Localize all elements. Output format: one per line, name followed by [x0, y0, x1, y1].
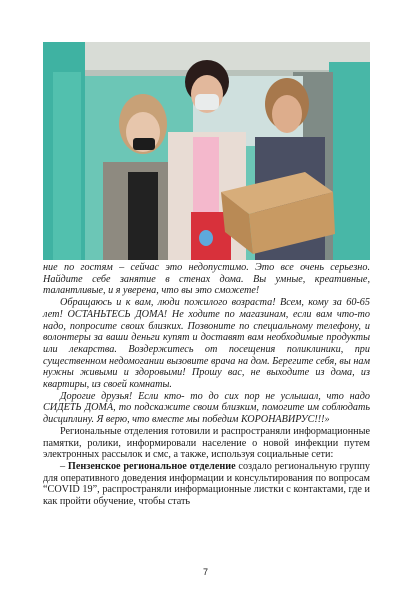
paragraph-5-rest: создало региональную группу для оперативного доведения информации и консультирования по вопросам “COVID 19”, распространяли информационные листки с контактами, где и как пройти обучение, чтобы стать: [43, 460, 370, 508]
paragraph-5: [43, 461, 370, 508]
page-number: 7: [202, 567, 208, 577]
paragraph-4: Региональные отделения готовили и распространяли информационные памятки, ролики, информировали население о новой инфекции путем электронных рассылок и смс, а также, используя социальные сети:: [43, 425, 370, 461]
paragraph-1: ние по гостям – сейчас это недопустимо. Это все очень серьезно. Найдите себе занятие в стенах дома. Вы умные, креативные, талантливые, и я уверена, что вы это сможете!: [43, 262, 370, 297]
dash: –: [60, 460, 68, 472]
paragraph-2: Обращаюсь и к вам, люди пожилого возраста! Всем, кому за 60-65 лет! ОСТАНЬТЕСЬ ДОМА! Не ходите по магазинам, если вам что-то надо, попросите своих близких. Позвоните по специальному телефону, и волонтеры за ваши деньги купят и доставят вам необходимые продукты или лекарства. Воздержитесь от посещения поликлиники, при существенном недомогании вызовите врача на дом. Берегите себя, вы нам нужны живыми и здоровыми! Прошу вас, не выходите из дома, из квартиры, из своей комнаты.: [43, 297, 370, 391]
paragraph-3: Дорогие друзья! Если кто- то до сих пор не услышал, что надо СИДЕТЬ ДОМА, то подскажите своим близким, помогите им соблюдать дисциплину. Я верю, что вместе мы победим КОРОНАВИРУС!!!»: [43, 390, 370, 426]
article-text: [43, 262, 370, 508]
volunteers-photo: [43, 42, 370, 260]
volunteers-delivery-photo: [43, 42, 370, 260]
bold-organization-name: Пензенское региональное отделение: [67, 460, 236, 472]
